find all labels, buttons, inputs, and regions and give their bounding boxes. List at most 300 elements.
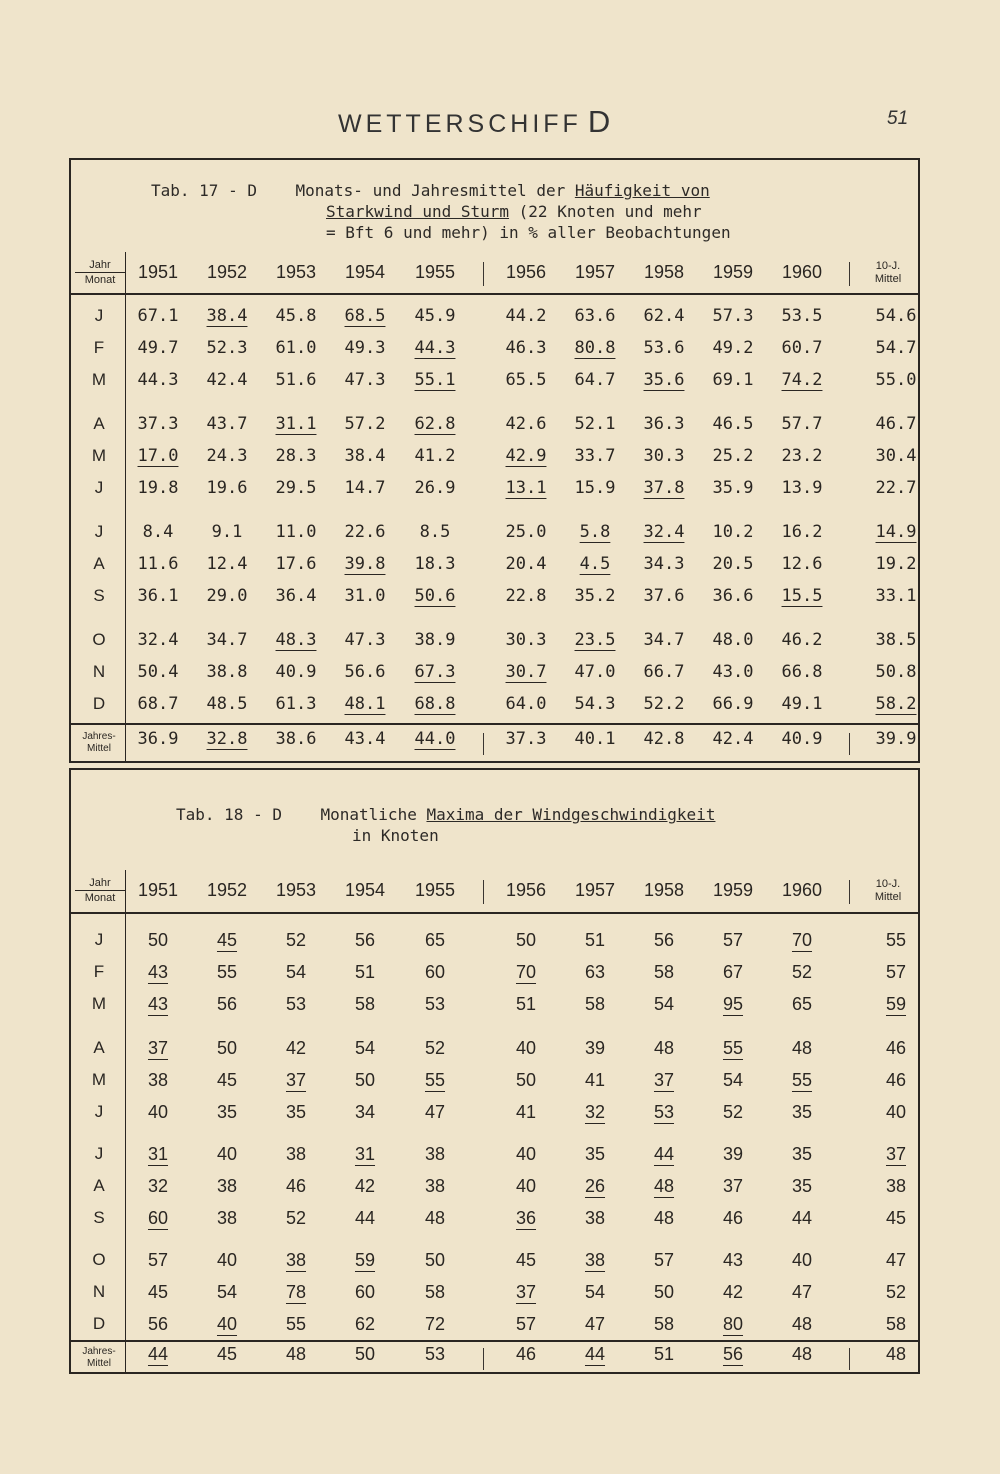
table-cell: 55 [885, 930, 907, 950]
table-row [71, 662, 918, 692]
table-17-annual-rule [71, 723, 918, 725]
table-cell: 49.3 [344, 338, 386, 358]
table-cell: 42.4 [206, 370, 248, 390]
table-cell: 26 [584, 1176, 606, 1196]
month-label: N [92, 662, 106, 681]
table-row [71, 1102, 918, 1132]
table-cell: 12.4 [206, 554, 248, 574]
header-year-1955: 1955 [414, 262, 456, 282]
header-year-1951: 1951 [137, 262, 179, 282]
annual-cell: 36.9 [137, 729, 179, 749]
table-cell: 10.2 [712, 522, 754, 542]
table-row [71, 370, 918, 400]
table-cell: 34.3 [643, 554, 685, 574]
table-cell: 40 [147, 1102, 169, 1122]
table-cell: 60.7 [781, 338, 823, 358]
header-jahr-monat [75, 876, 125, 905]
table-cell: 46.2 [781, 630, 823, 650]
table-row [71, 554, 918, 584]
table-cell: 74.2 [781, 370, 823, 390]
table-cell: 40 [216, 1144, 238, 1164]
table-cell: 58 [653, 1314, 675, 1334]
table-cell: 53 [285, 994, 307, 1014]
table-cell: 45 [885, 1208, 907, 1228]
table-cell: 11.0 [275, 522, 317, 542]
table-cell: 56 [653, 930, 675, 950]
table-cell: 57 [515, 1314, 537, 1334]
month-label: S [93, 1208, 105, 1227]
annual-cell: 40.1 [574, 729, 616, 749]
table-cell: 48 [653, 1176, 675, 1196]
table-cell: 18.3 [414, 554, 456, 574]
table-cell: 46 [885, 1038, 907, 1058]
table-row [71, 630, 918, 660]
annual-cell: 48 [885, 1344, 907, 1364]
table-cell: 58 [584, 994, 606, 1014]
running-title: WETTERSCHIFF D [338, 104, 611, 139]
table-cell: 51 [584, 930, 606, 950]
table-cell: 34.7 [643, 630, 685, 650]
table-cell: 32 [147, 1176, 169, 1196]
annual-cell: 43.4 [344, 729, 386, 749]
month-label: A [93, 554, 105, 573]
annual-cell: 51 [653, 1344, 675, 1364]
month-label: M [91, 994, 107, 1013]
table-17-caption-line3: = Bft 6 und mehr) in % aller Beobachtungen [326, 223, 731, 242]
table-cell: 35.2 [574, 586, 616, 606]
table-cell: 46 [285, 1176, 307, 1196]
table-cell: 44.3 [137, 370, 179, 390]
table-cell: 38 [885, 1176, 907, 1196]
table-cell: 39.8 [344, 554, 386, 574]
header-year-1959: 1959 [712, 880, 754, 900]
table-cell: 53.6 [643, 338, 685, 358]
annual-cell: 42.4 [712, 729, 754, 749]
table-cell: 35 [791, 1176, 813, 1196]
table-cell: 47 [791, 1282, 813, 1302]
table-cell: 66.7 [643, 662, 685, 682]
table-cell: 42.9 [505, 446, 547, 466]
table-row [71, 930, 918, 960]
annual-cell: 39.9 [875, 729, 917, 749]
table-cell: 60 [354, 1282, 376, 1302]
table-cell: 47.3 [344, 630, 386, 650]
table-cell: 49.7 [137, 338, 179, 358]
header-year-1954: 1954 [344, 880, 386, 900]
table-cell: 70 [515, 962, 537, 982]
table-cell: 56.6 [344, 662, 386, 682]
table-cell: 42 [285, 1038, 307, 1058]
table-row [71, 338, 918, 368]
table-row [71, 694, 918, 724]
table-cell: 68.7 [137, 694, 179, 714]
table-row [71, 522, 918, 552]
table-cell: 56 [147, 1314, 169, 1334]
table-cell: 9.1 [211, 522, 243, 542]
table-cell: 46.5 [712, 414, 754, 434]
table-cell: 4.5 [579, 554, 611, 574]
table-cell: 35 [584, 1144, 606, 1164]
table-cell: 47 [885, 1250, 907, 1270]
table-cell: 5.8 [579, 522, 611, 542]
table-cell: 50 [653, 1282, 675, 1302]
month-label: N [92, 1282, 106, 1301]
table-cell: 55 [791, 1070, 813, 1090]
table-cell: 36.1 [137, 586, 179, 606]
table-cell: 44 [791, 1208, 813, 1228]
table-cell: 55 [722, 1038, 744, 1058]
table-cell: 59 [354, 1250, 376, 1270]
table-cell: 25.2 [712, 446, 754, 466]
table-cell: 42 [722, 1282, 744, 1302]
table-cell: 80.8 [574, 338, 616, 358]
table-cell: 44 [653, 1144, 675, 1164]
table-cell: 38.9 [414, 630, 456, 650]
table-cell: 60 [424, 962, 446, 982]
table-cell: 55.0 [875, 370, 917, 390]
table-cell: 65.5 [505, 370, 547, 390]
header-year-1957: 1957 [574, 880, 616, 900]
table-cell: 38.5 [875, 630, 917, 650]
table-cell: 40 [515, 1176, 537, 1196]
table-cell: 33.7 [574, 446, 616, 466]
table-cell: 65 [791, 994, 813, 1014]
table-cell: 65 [424, 930, 446, 950]
table-cell: 62.8 [414, 414, 456, 434]
table-cell: 61.0 [275, 338, 317, 358]
table-17-caption: Tab. 17 - D Monats- und Jahresmittel der Häufigkeit von [151, 181, 710, 200]
annual-cell: 48 [285, 1344, 307, 1364]
table-cell: 52 [424, 1038, 446, 1058]
table-cell: 46.7 [875, 414, 917, 434]
mittel-column-rule [849, 733, 850, 755]
table-cell: 54 [285, 962, 307, 982]
table-cell: 19.2 [875, 554, 917, 574]
table-cell: 32.4 [137, 630, 179, 650]
year-group-rule [483, 1348, 484, 1370]
table-cell: 43 [147, 994, 169, 1014]
table-cell: 52 [791, 962, 813, 982]
table-cell: 36.6 [712, 586, 754, 606]
annual-cell: 44 [584, 1344, 606, 1364]
table-cell: 50 [424, 1250, 446, 1270]
table-cell: 58 [424, 1282, 446, 1302]
table-cell: 68.8 [414, 694, 456, 714]
table-cell: 22.6 [344, 522, 386, 542]
table-cell: 38.8 [206, 662, 248, 682]
table-cell: 29.0 [206, 586, 248, 606]
table-17-header-row [71, 252, 918, 292]
table-row [71, 1144, 918, 1174]
table-cell: 37 [147, 1038, 169, 1058]
mittel-column-rule [849, 1348, 850, 1370]
table-cell: 61.3 [275, 694, 317, 714]
table-cell: 36 [515, 1208, 537, 1228]
table-cell: 30.3 [643, 446, 685, 466]
month-label: A [93, 1038, 105, 1057]
table-cell: 38.4 [344, 446, 386, 466]
table-cell: 45.9 [414, 306, 456, 326]
table-cell: 70 [791, 930, 813, 950]
header-year-1954: 1954 [344, 262, 386, 282]
header-year-1960: 1960 [781, 262, 823, 282]
table-cell: 50.6 [414, 586, 456, 606]
table-cell: 43.7 [206, 414, 248, 434]
table-cell: 48 [653, 1208, 675, 1228]
table-cell: 16.2 [781, 522, 823, 542]
table-cell: 38.4 [206, 306, 248, 326]
header-year-1956: 1956 [505, 880, 547, 900]
table-cell: 35 [791, 1144, 813, 1164]
table-cell: 67.1 [137, 306, 179, 326]
header-year-1956: 1956 [505, 262, 547, 282]
table-cell: 50 [354, 1070, 376, 1090]
year-group-rule [483, 262, 484, 286]
table-cell: 37 [722, 1176, 744, 1196]
table-cell: 26.9 [414, 478, 456, 498]
table-cell: 64.0 [505, 694, 547, 714]
table-cell: 22.7 [875, 478, 917, 498]
header-year-1955: 1955 [414, 880, 456, 900]
month-label: M [91, 370, 107, 389]
header-year-1960: 1960 [781, 880, 823, 900]
month-label: O [92, 630, 106, 649]
table-cell: 44 [354, 1208, 376, 1228]
table-cell: 46 [722, 1208, 744, 1228]
table-cell: 14.7 [344, 478, 386, 498]
table-cell: 41.2 [414, 446, 456, 466]
table-cell: 38 [584, 1208, 606, 1228]
table-cell: 44.2 [505, 306, 547, 326]
table-cell: 40 [791, 1250, 813, 1270]
table-cell: 47.0 [574, 662, 616, 682]
table-cell: 48.0 [712, 630, 754, 650]
annual-cell: 44.0 [414, 729, 456, 749]
table-cell: 38 [285, 1250, 307, 1270]
month-label: J [94, 522, 104, 541]
header-year-1952: 1952 [206, 880, 248, 900]
table-cell: 67.3 [414, 662, 456, 682]
table-18-annual-rule [71, 1340, 918, 1342]
table-cell: 48 [791, 1314, 813, 1334]
table-cell: 47 [584, 1314, 606, 1334]
table-cell: 95 [722, 994, 744, 1014]
table-cell: 30.4 [875, 446, 917, 466]
table-cell: 38 [147, 1070, 169, 1090]
table-cell: 23.2 [781, 446, 823, 466]
table-cell: 38 [584, 1250, 606, 1270]
table-cell: 66.9 [712, 694, 754, 714]
annual-cell: 37.3 [505, 729, 547, 749]
table-cell: 29.5 [275, 478, 317, 498]
table-18-caption-line2: in Knoten [352, 826, 439, 845]
table-cell: 46 [885, 1070, 907, 1090]
table-cell: 55 [285, 1314, 307, 1334]
table-cell: 56 [354, 930, 376, 950]
header-year-1958: 1958 [643, 262, 685, 282]
table-cell: 31.0 [344, 586, 386, 606]
table-cell: 38 [216, 1208, 238, 1228]
table-cell: 54 [216, 1282, 238, 1302]
table-cell: 35 [285, 1102, 307, 1122]
table-cell: 37 [285, 1070, 307, 1090]
annual-row [71, 1344, 918, 1374]
table-18-header-row [71, 870, 918, 910]
month-label: J [94, 306, 104, 325]
month-label: J [94, 1102, 104, 1121]
header-year-1953: 1953 [275, 262, 317, 282]
table-cell: 25.0 [505, 522, 547, 542]
table-cell: 50 [216, 1038, 238, 1058]
month-label: O [92, 1250, 106, 1269]
table-cell: 40 [216, 1250, 238, 1270]
table-row [71, 1070, 918, 1100]
table-cell: 15.5 [781, 586, 823, 606]
mittel-column-rule [849, 262, 850, 286]
page-number: 51 [887, 108, 909, 129]
table-cell: 19.8 [137, 478, 179, 498]
table-cell: 52 [722, 1102, 744, 1122]
table-cell: 57.2 [344, 414, 386, 434]
annual-cell: 38.6 [275, 729, 317, 749]
year-group-rule [483, 733, 484, 755]
annual-cell: 40.9 [781, 729, 823, 749]
table-cell: 35 [216, 1102, 238, 1122]
table-cell: 60 [147, 1208, 169, 1228]
table-cell: 14.9 [875, 522, 917, 542]
table-cell: 38 [424, 1176, 446, 1196]
table-cell: 40.9 [275, 662, 317, 682]
table-cell: 58 [354, 994, 376, 1014]
table-cell: 51.6 [275, 370, 317, 390]
table-cell: 22.8 [505, 586, 547, 606]
table-row [71, 1208, 918, 1238]
annual-cell: 50 [354, 1344, 376, 1364]
table-cell: 45 [147, 1282, 169, 1302]
table-cell: 35.6 [643, 370, 685, 390]
table-cell: 63 [584, 962, 606, 982]
table-cell: 51 [515, 994, 537, 1014]
table-cell: 54 [354, 1038, 376, 1058]
table-cell: 50 [147, 930, 169, 950]
table-cell: 52 [285, 930, 307, 950]
table-cell: 30.3 [505, 630, 547, 650]
table-cell: 8.5 [419, 522, 451, 542]
table-cell: 37 [885, 1144, 907, 1164]
table-cell: 40 [216, 1314, 238, 1334]
table-cell: 48 [424, 1208, 446, 1228]
table-cell: 52 [285, 1208, 307, 1228]
table-cell: 50.4 [137, 662, 179, 682]
table-cell: 57.3 [712, 306, 754, 326]
table-cell: 58 [653, 962, 675, 982]
table-row [71, 1282, 918, 1312]
table-cell: 46.3 [505, 338, 547, 358]
month-label: M [91, 1070, 107, 1089]
table-cell: 34 [354, 1102, 376, 1122]
table-cell: 20.4 [505, 554, 547, 574]
table-cell: 43 [722, 1250, 744, 1270]
header-monat: Monat [84, 274, 116, 286]
month-label: D [92, 694, 106, 713]
table-cell: 54.3 [574, 694, 616, 714]
table-cell: 55 [424, 1070, 446, 1090]
table-cell: 54 [653, 994, 675, 1014]
table-cell: 78 [285, 1282, 307, 1302]
table-cell: 23.5 [574, 630, 616, 650]
table-cell: 42.6 [505, 414, 547, 434]
table-row [71, 586, 918, 616]
month-column-rule [125, 252, 126, 763]
table-cell: 51 [354, 962, 376, 982]
table-cell: 45 [216, 1070, 238, 1090]
table-cell: 15.9 [574, 478, 616, 498]
table-cell: 32 [584, 1102, 606, 1122]
annual-cell: 48 [791, 1344, 813, 1364]
header-year-1951: 1951 [137, 880, 179, 900]
header-year-1959: 1959 [712, 262, 754, 282]
month-label: J [94, 478, 104, 497]
table-18-header-rule [71, 912, 918, 914]
month-label: A [93, 414, 105, 433]
month-column-rule [125, 870, 126, 1374]
annual-cell: 32.8 [206, 729, 248, 749]
table-cell: 55.1 [414, 370, 456, 390]
table-cell: 48.1 [344, 694, 386, 714]
table-cell: 45.8 [275, 306, 317, 326]
table-cell: 55 [216, 962, 238, 982]
annual-cell: 44 [147, 1344, 169, 1364]
header-year-1953: 1953 [275, 880, 317, 900]
table-17-header-rule [71, 293, 918, 295]
header-year-1957: 1957 [574, 262, 616, 282]
header-jahr: Jahr [75, 876, 125, 891]
table-cell: 54.7 [875, 338, 917, 358]
month-label: J [94, 1144, 104, 1163]
table-cell: 8.4 [142, 522, 174, 542]
table-cell: 57 [653, 1250, 675, 1270]
table-cell: 41 [584, 1070, 606, 1090]
table-cell: 50.8 [875, 662, 917, 682]
month-label: M [91, 446, 107, 465]
header-year-1958: 1958 [643, 880, 685, 900]
table-cell: 43.0 [712, 662, 754, 682]
table-cell: 49.2 [712, 338, 754, 358]
table-cell: 58.2 [875, 694, 917, 714]
table-row [71, 1176, 918, 1206]
table-cell: 36.4 [275, 586, 317, 606]
table-cell: 52.1 [574, 414, 616, 434]
month-label: D [92, 1314, 106, 1333]
table-row [71, 1038, 918, 1068]
table-cell: 48.5 [206, 694, 248, 714]
table-cell: 45 [515, 1250, 537, 1270]
table-cell: 37.6 [643, 586, 685, 606]
table-cell: 50 [515, 1070, 537, 1090]
table-cell: 43 [147, 962, 169, 982]
table-cell: 17.6 [275, 554, 317, 574]
table-row [71, 446, 918, 476]
year-group-rule [483, 880, 484, 904]
month-label: A [93, 1176, 105, 1195]
table-cell: 12.6 [781, 554, 823, 574]
table-cell: 37.3 [137, 414, 179, 434]
table-cell: 52.2 [643, 694, 685, 714]
header-jahr: Jahr [75, 258, 125, 273]
table-cell: 48 [791, 1038, 813, 1058]
table-cell: 13.1 [505, 478, 547, 498]
table-cell: 39 [584, 1038, 606, 1058]
